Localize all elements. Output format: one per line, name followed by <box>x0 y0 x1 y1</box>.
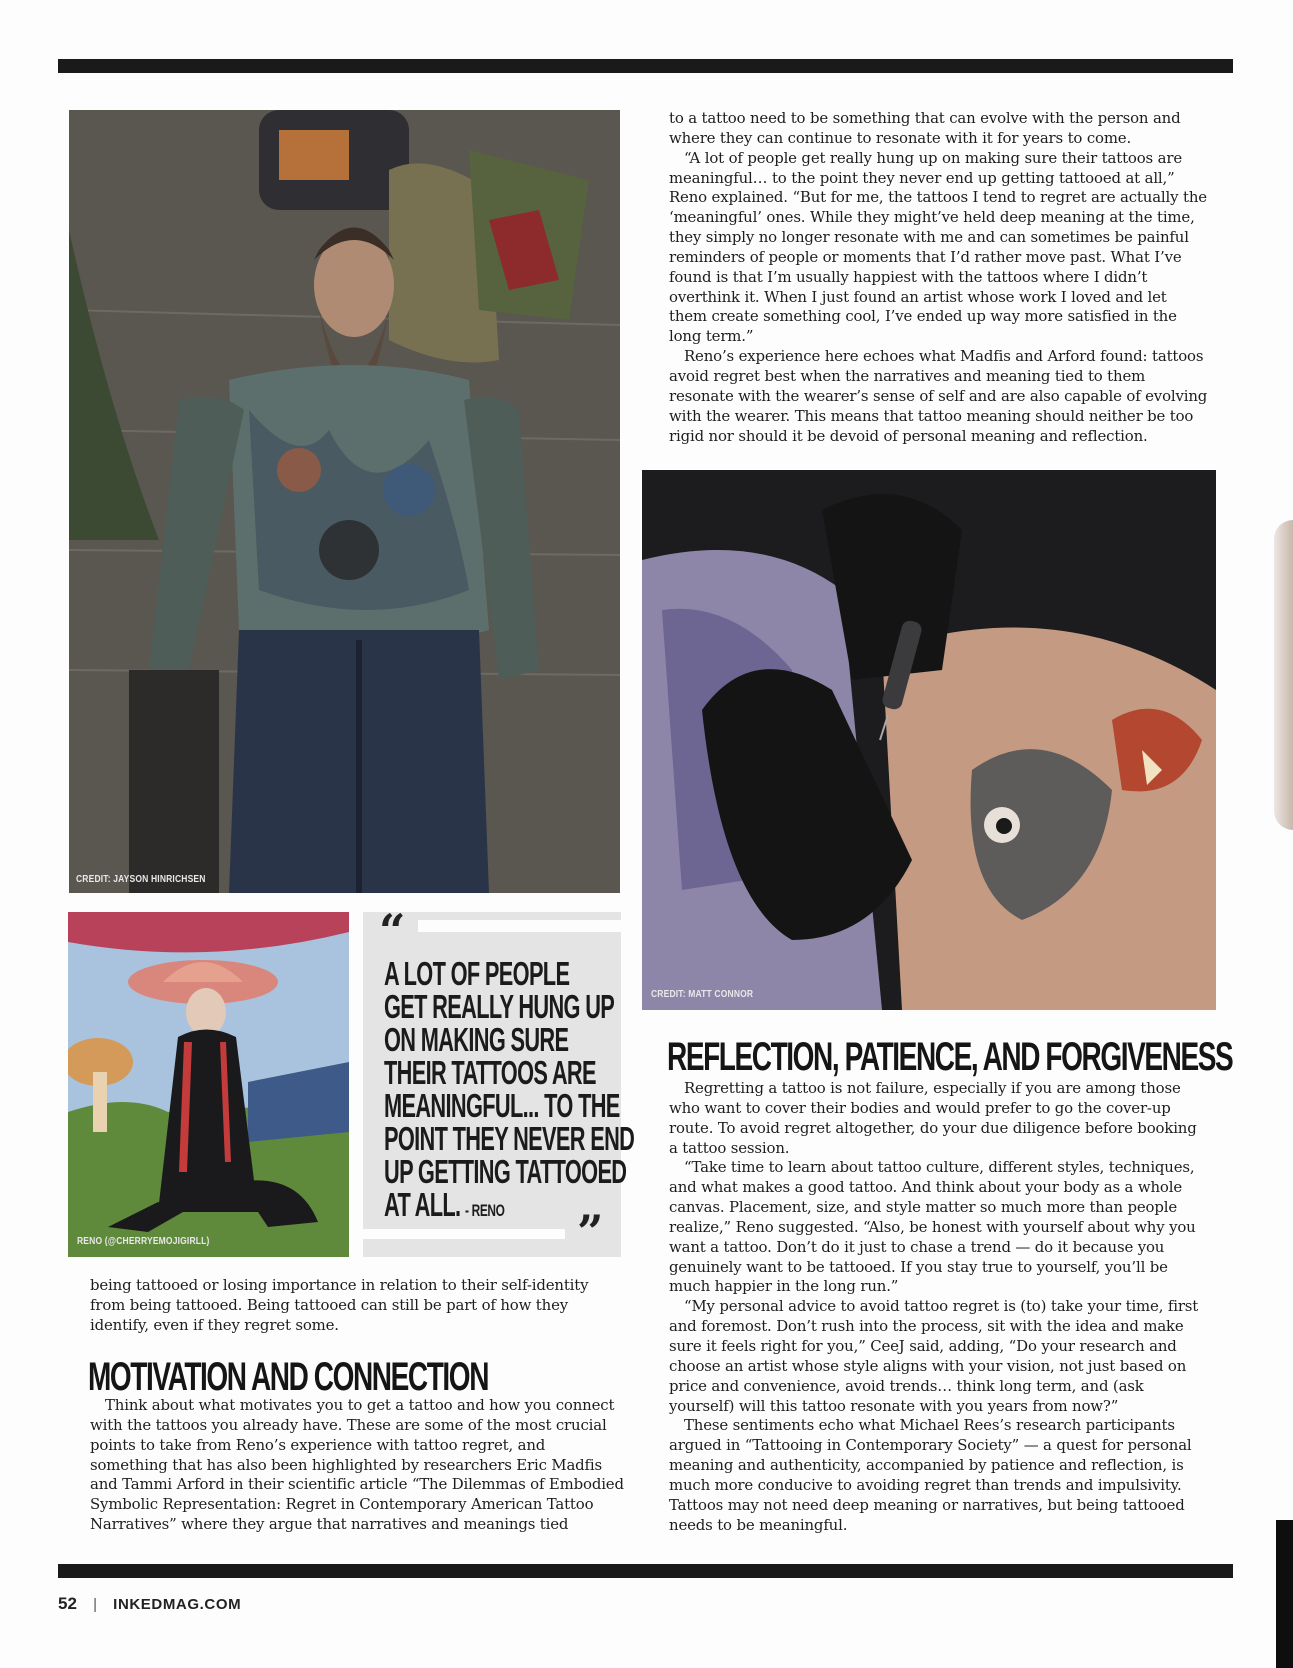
pullquote-line-8: AT ALL. <box>384 1186 461 1223</box>
pullquote-bottom-bar <box>363 1229 565 1239</box>
top-rule <box>58 59 1233 73</box>
photo-credit-jayson: CREDIT: JAYSON HINRICHSEN <box>76 874 206 885</box>
photo-tattooed-man <box>69 110 620 893</box>
left-column-intro <box>90 1276 626 1336</box>
pullquote-line-4: THEIR TATTOOS ARE <box>384 1054 596 1091</box>
pullquote-line-7: UP GETTING TATTOOED <box>384 1153 627 1190</box>
page-footer <box>58 1594 241 1614</box>
footer-separator: | <box>93 1596 97 1613</box>
left-column-body <box>90 1396 626 1535</box>
pullquote-close-mark: ” <box>577 1205 604 1259</box>
pullquote-line-6: POINT THEY NEVER END <box>384 1120 635 1157</box>
right-paragraph-1: to a tattoo need to be something that can evolve with the person and where they can continue to resonate with it for years to come. <box>669 109 1181 147</box>
photo-credit-reno: RENO (@CHERRYEMOJIGIRLL) <box>77 1236 210 1247</box>
left-intro-paragraph: being tattooed or losing importance in relation to their self-identity from being tattooed. Being tattooed can still be part of how they identify, even if they regret some. <box>90 1276 589 1334</box>
pullquote-line-3: ON MAKING SURE <box>384 1021 569 1058</box>
pullquote-open-mark: “ <box>379 904 406 958</box>
page-number: 52 <box>58 1594 77 1613</box>
right-paragraph-3: Reno’s experience here echoes what Madfis and Arford found: tattoos avoid regret best when the narratives and meaning tied to them resonate with the wearer’s sense of self and are also capable of evolving with the wearer. This means that tattoo meaning should neither be too rigid nor should it be devoid of personal meaning and reflection. <box>669 347 1208 445</box>
photo-tattoo-session <box>642 470 1216 1010</box>
pullquote-attribution: - RENO <box>464 1201 505 1220</box>
right-bottom-paragraph-1: Regretting a tattoo is not failure, especially if you are among those who want to cover their bodies and would prefer to go the cover-up route. To avoid regret altogether, do your due diligence before booking a tattoo session. <box>669 1079 1197 1157</box>
photo-credit-matt: CREDIT: MATT CONNOR <box>651 989 754 1000</box>
right-paragraph-2: “A lot of people get really hung up on making sure their tattoos are meaningful… to the point they never end up getting tattooed at all,” Reno explained. “But for me, the tattoos I tend to regret are actually the ‘meaningful’ ones. While they might’ve held deep meaning at the time, they simply no longer resonate with me and can sometimes be painful reminders of people or moments that I’d rather move past. What I’ve found is that I’m usually happiest with the tattoos where I didn’t overthink it. When I just found an artist whose work I loved and let them create something cool, I’ve ended up way more satisfied in the long term.” <box>669 148 1207 346</box>
pullquote-box <box>363 904 635 1259</box>
heading-motivation: MOTIVATION AND CONNECTION <box>88 1355 489 1399</box>
right-column-bottom-text <box>669 1079 1209 1535</box>
next-page-edge-dark <box>1276 1520 1293 1668</box>
right-bottom-paragraph-4: These sentiments echo what Michael Rees’s research participants argued in “Tattooing in Contemporary Society” — a quest for personal meaning and authenticity, accompanied by patience and reflection, is much more conducive to avoiding regret than trends and impulsivity. Tattoos may not need deep meaning or narratives, but being tattooed needs to be meaningful. <box>669 1416 1192 1534</box>
footer-site: INKEDMAG.COM <box>113 1596 242 1613</box>
pullquote-line-2: GET REALLY HUNG UP <box>384 988 615 1025</box>
pullquote-last-line <box>384 1188 521 1221</box>
pullquote-top-bar <box>418 920 621 932</box>
heading-reflection: REFLECTION, PATIENCE, AND FORGIVENESS <box>667 1035 1233 1079</box>
photo-reno-image <box>68 912 349 1257</box>
photo-tattooed-man-image <box>69 110 620 893</box>
next-page-edge <box>1274 520 1293 830</box>
photo-reno <box>68 912 349 1257</box>
pullquote-line-1: A LOT OF PEOPLE <box>384 955 570 992</box>
photo-tattoo-session-image <box>642 470 1216 1010</box>
right-column-top-text <box>669 109 1209 446</box>
pullquote-line-5: MEANINGFUL... TO THE <box>384 1087 620 1124</box>
bottom-rule <box>58 1564 1233 1578</box>
left-body-paragraph: Think about what motivates you to get a tattoo and how you connect with the tattoos you already have. These are some of the most crucial points to take from Reno’s experience with tattoo regret, and something that has also been highlighted by researchers Eric Madfis and Tammi Arford in their scientific article “The Dilemmas of Embodied Symbolic Representation: Regret in Contemporary American Tattoo Narratives” where they argue that narratives and meanings tied <box>90 1396 624 1534</box>
right-bottom-paragraph-3: “My personal advice to avoid tattoo regret is (to) take your time, first and foremost. Don’t rush into the process, sit with the idea and make sure it feels right for you,” CeeJ said, adding, “Do your research and choose an artist whose style aligns with your vision, not just based on price and convenience, avoid trends… think long term, and (ask yourself) will this tattoo resonate with you years from now?” <box>669 1297 1199 1415</box>
right-bottom-paragraph-2: “Take time to learn about tattoo culture, different styles, techniques, and what makes a good tattoo. And think about your body as a whole canvas. Placement, size, and style matter so much more than people realize,” Reno suggested. “Also, be honest with yourself about why you want a tattoo. Don’t do it just to chase a trend — do it because you genuinely want to be tattooed. If you stay true to yourself, you’ll be much happier in the long run.” <box>669 1158 1196 1296</box>
